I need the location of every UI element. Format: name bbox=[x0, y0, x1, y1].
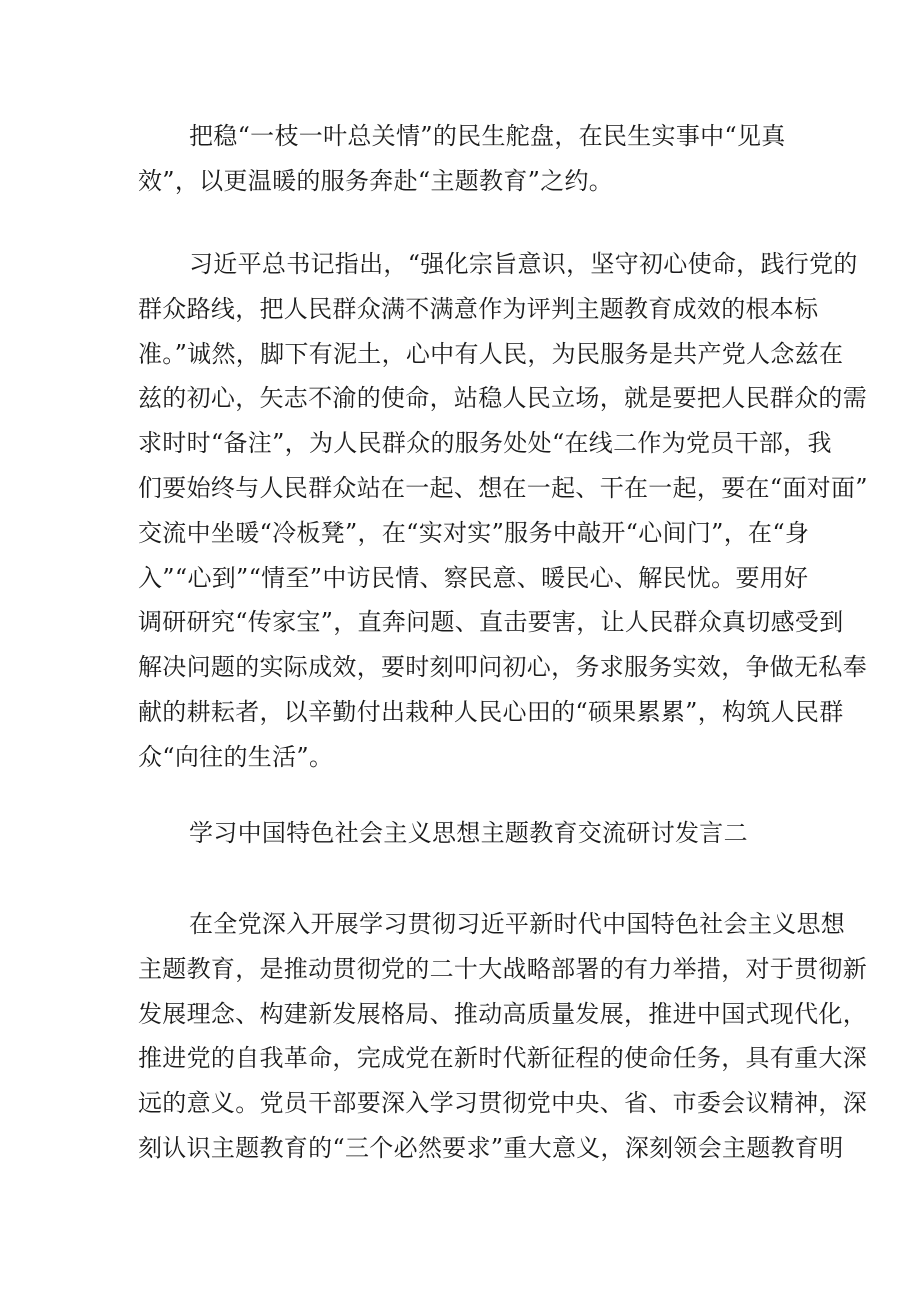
text-line: 在全党深入开展学习贯彻习近平新时代中国特色社会主义思想 bbox=[189, 910, 846, 938]
text-line: 兹的初心，矢志不渝的使命，站稳人民立场，就是要把人民群众的需 bbox=[138, 384, 867, 413]
text-line: 交流中坐暖“冷板凳”，在“实对实”服务中敲开“心间门”，在“身 bbox=[138, 518, 810, 547]
text-line: 习近平总书记指出，“强化宗旨意识，坚守初心使命，践行党的 bbox=[189, 250, 858, 278]
text-line: 推进党的自我革命，完成党在新时代新征程的使命任务，具有重大深 bbox=[138, 1044, 867, 1073]
text-line: 把稳“一枝一叶总关情”的民生舵盘，在民生实事中“见真 bbox=[189, 122, 786, 150]
text-line: 解决问题的实际成效，要时刻叩问初心，务求服务实效，争做无私奉 bbox=[138, 653, 867, 682]
text-line: 们要始终与人民群众站在一起、想在一起、干在一起，要在“面对面” bbox=[138, 473, 868, 502]
section-heading-text: 学习中国特色社会主义思想主题教育交流研讨发言二 bbox=[189, 819, 748, 847]
text-line: 群众路线，把人民群众满不满意作为评判主题教育成效的根本标 bbox=[138, 294, 819, 323]
text-line: 入”“心到”“情至”中访民情、察民意、暖民心、解民忧。要用好 bbox=[138, 563, 809, 592]
text-line: 众“向往的生活”。 bbox=[138, 742, 334, 771]
text-line: 主题教育，是推动贯彻党的二十大战略部署的有力举措，对于贯彻新 bbox=[138, 954, 867, 983]
paragraph-2 bbox=[138, 242, 868, 780]
text-line: 求时时“备注”，为人民群众的服务处处“在线二作为党员干部，我 bbox=[138, 429, 832, 458]
text-line: 调研研究“传家宝”，直奔问题、直击要害，让人民群众真切感受到 bbox=[138, 608, 844, 637]
text-line: 献的耕耘者，以辛勤付出栽种人民心田的“硕果累累”，构筑人民群 bbox=[138, 697, 844, 726]
text-line: 刻认识主题教育的“三个必然要求”重大意义，深刻领会主题教育明 bbox=[138, 1133, 844, 1162]
section-heading bbox=[138, 811, 798, 856]
paragraph-1 bbox=[138, 114, 798, 204]
text-line: 远的意义。党员干部要深入学习贯彻党中央、省、市委会议精神，深 bbox=[138, 1089, 867, 1118]
text-line: 准。”诚然，脚下有泥土，心中有人民，为民服务是共产党人念兹在 bbox=[138, 339, 844, 368]
text-line: 效”，以更温暖的服务奔赴“主题教育”之约。 bbox=[138, 166, 614, 195]
text-line: 发展理念、构建新发展格局、推动高质量发展，推进中国式现代化， bbox=[138, 999, 867, 1028]
paragraph-3 bbox=[138, 902, 867, 1171]
